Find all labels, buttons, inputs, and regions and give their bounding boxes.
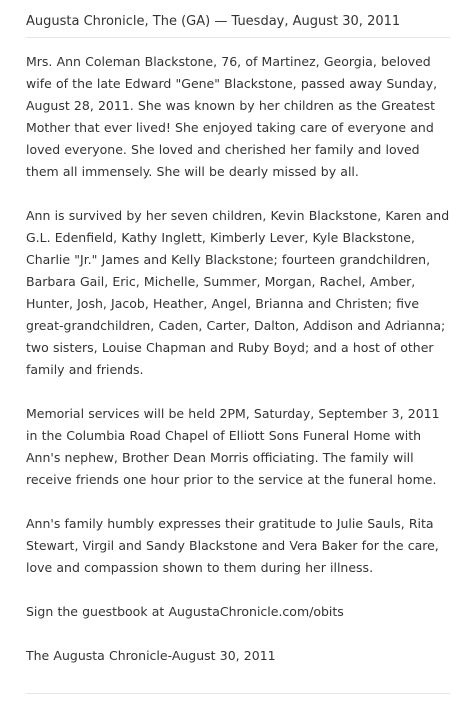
header-divider xyxy=(26,37,450,38)
paragraph-source-credit: The Augusta Chronicle-August 30, 2011 xyxy=(26,648,276,663)
paragraph-survivors: Ann is survived by her seven children, Kevin Blackstone, Karen and G.L. Edenfield, Kathy Inglett, Kimberly Lever, Kyle Blackstone, Charlie "Jr." James and Kelly Blackstone; fourteen grandchildren, Barbara Gail, Eric, Michelle, Summer, Morgan, Rachel, Amber, Hunter, Josh, Jacob, Heather, Angel, Brianna and Christen; five great-grandchildren, Caden, Carter, Dalton, Addison and Adrianna; two sisters, Louise Chapman and Ruby Boyd; and a host of other family and friends. xyxy=(26,208,450,377)
footer-divider xyxy=(26,693,450,694)
paragraph-gratitude: Ann's family humbly expresses their gratitude to Julie Sauls, Rita Stewart, Virgil and Sandy Blackstone and Vera Baker for the care, love and compassion shown to them during her illness. xyxy=(26,516,439,575)
paragraph-biography: Mrs. Ann Coleman Blackstone, 76, of Martinez, Georgia, beloved wife of the late Edward "Gene" Blackstone, passed away Sunday, August 28, 2011. She was known by her children as the Greatest Mother that ever lived! She enjoyed taking care of everyone and loved everyone. She loved and cherished her family and loved them all immensely. She will be dearly missed by all. xyxy=(26,54,438,179)
obituary-body xyxy=(26,51,450,689)
paragraph-memorial-services: Memorial services will be held 2PM, Saturday, September 3, 2011 in the Columbia Road Chapel of Elliott Sons Funeral Home with Ann's nephew, Brother Dean Morris officiating. The family will receive friends one hour prior to the service at the funeral home. xyxy=(26,406,440,487)
paragraph-guestbook: Sign the guestbook at AugustaChronicle.com/obits xyxy=(26,604,344,619)
publication-header: Augusta Chronicle, The (GA) — Tuesday, August 30, 2011 xyxy=(26,14,401,29)
